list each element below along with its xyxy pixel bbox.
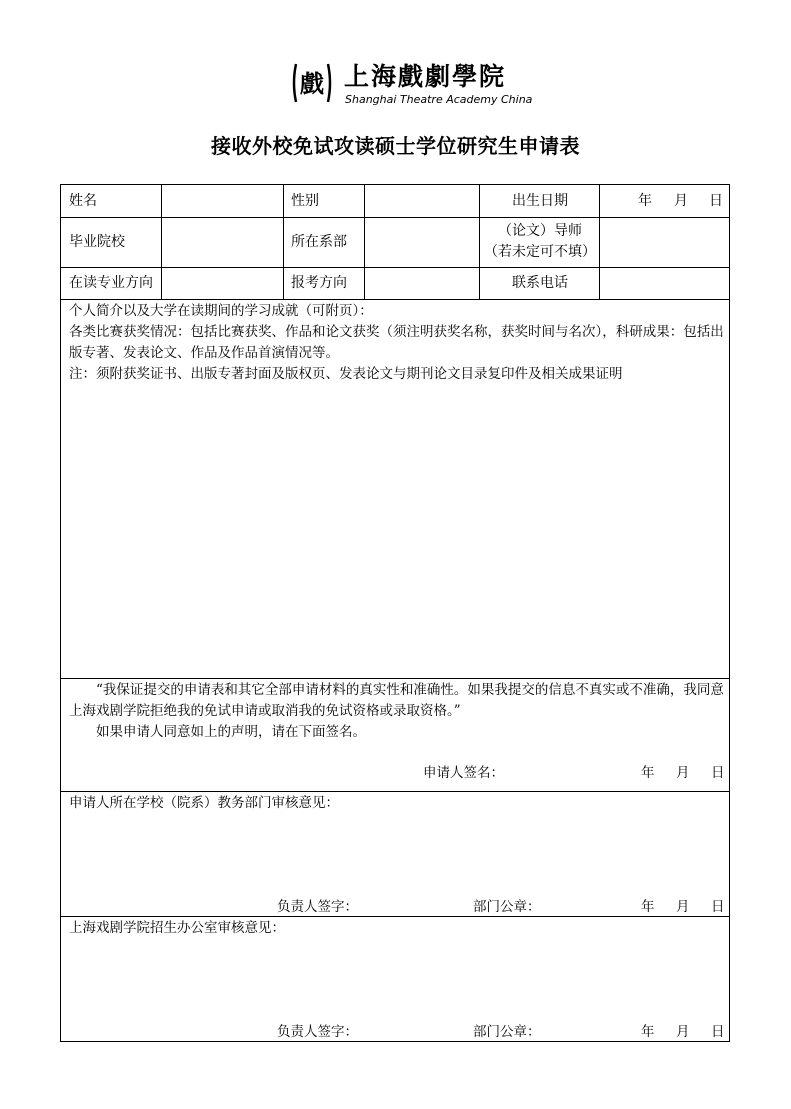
column-divider bbox=[161, 185, 162, 299]
apply-direction-field[interactable] bbox=[366, 269, 477, 298]
department-label: 所在系部 bbox=[291, 234, 347, 250]
school-review-heading: 申请人所在学校（院系）教务部门审核意见： bbox=[69, 795, 339, 811]
declaration-day-unit: 日 bbox=[711, 765, 725, 781]
advisor-field[interactable] bbox=[601, 219, 729, 266]
school-review-signer-label: 负责人签字： bbox=[277, 899, 358, 915]
application-form bbox=[60, 184, 730, 1042]
name-field[interactable] bbox=[163, 186, 281, 216]
apply-direction-label: 报考方向 bbox=[291, 275, 347, 291]
school-review-year-unit: 年 bbox=[641, 899, 655, 915]
logo-chinese-name: 上海戲劇學院 bbox=[344, 62, 507, 91]
school-review-stamp-label: 部门公章： bbox=[473, 899, 541, 915]
name-label: 姓名 bbox=[69, 193, 97, 209]
gender-label: 性别 bbox=[291, 193, 319, 209]
admission-review-signer-label: 负责人签字： bbox=[277, 1024, 358, 1040]
graduate-school-field[interactable] bbox=[163, 219, 281, 266]
gender-field[interactable] bbox=[366, 186, 477, 216]
admission-review-year-unit: 年 bbox=[641, 1024, 655, 1040]
intro-content-area[interactable] bbox=[65, 387, 725, 675]
seal-glyph: 戲 bbox=[300, 69, 324, 98]
row-divider bbox=[61, 678, 729, 679]
admission-review-month-unit: 月 bbox=[676, 1024, 690, 1040]
declaration-instruction: 如果申请人同意如上的声明，请在下面签名。 bbox=[96, 724, 366, 740]
row-divider bbox=[61, 791, 729, 792]
school-review-month-unit: 月 bbox=[676, 899, 690, 915]
row-divider bbox=[61, 916, 729, 917]
admission-review-day-unit: 日 bbox=[711, 1024, 725, 1040]
phone-label: 联系电话 bbox=[512, 275, 568, 291]
row-divider bbox=[61, 299, 729, 300]
birth-year-unit: 年 bbox=[638, 193, 652, 209]
logo-english-name: Shanghai Theatre Academy China bbox=[345, 93, 533, 106]
school-review-day-unit: 日 bbox=[711, 899, 725, 915]
intro-note: 注：须附获奖证书、出版专著封面及版权页、发表论文与期刊论文目录复印件及相关成果证明 bbox=[69, 366, 623, 382]
birth-day-unit: 日 bbox=[709, 193, 723, 209]
birth-month-unit: 月 bbox=[674, 193, 688, 209]
school-review-opinion-field[interactable] bbox=[65, 815, 725, 887]
declaration-statement: “我保证提交的申请表和其它全部申请材料的真实性和准确性。如果我提交的信息不真实或不准确，我同意上海戏剧学院拒绝我的免试申请或取消我的免试资格或录取资格。” bbox=[69, 682, 724, 719]
birth-date-field[interactable] bbox=[601, 186, 729, 216]
birth-date-label: 出生日期 bbox=[512, 193, 568, 209]
intro-awards-text: 各类比赛获奖情况：包括比赛获奖、作品和论文获奖（须注明获奖名称，获奖时间与名次），科研成果：包括出版专著、发表论文、作品及作品首演情况等。 bbox=[69, 324, 724, 361]
admission-review-stamp-label: 部门公章： bbox=[473, 1024, 541, 1040]
form-title: 接收外校免试攻读硕士学位研究生申请表 bbox=[211, 134, 580, 158]
applicant-signature-field[interactable] bbox=[501, 761, 631, 785]
admission-review-heading: 上海戏剧学院招生办公室审核意见： bbox=[69, 920, 285, 936]
advisor-label-line1: （论文）导师 bbox=[498, 223, 582, 239]
academy-logo bbox=[288, 60, 533, 110]
admission-review-opinion-field[interactable] bbox=[65, 941, 725, 1017]
intro-heading: 个人简介以及大学在读期间的学习成就（可附页）： bbox=[69, 303, 373, 319]
column-divider bbox=[599, 185, 600, 299]
graduate-school-label: 毕业院校 bbox=[69, 234, 125, 250]
major-label: 在读专业方向 bbox=[69, 275, 153, 291]
applicant-signature-label: 申请人签名： bbox=[423, 765, 504, 781]
advisor-label-line2: （若未定可不填） bbox=[484, 244, 596, 260]
declaration-year-unit: 年 bbox=[641, 765, 655, 781]
academy-seal-icon bbox=[290, 60, 334, 106]
phone-field[interactable] bbox=[601, 269, 729, 298]
declaration-month-unit: 月 bbox=[676, 765, 690, 781]
column-divider bbox=[479, 185, 480, 299]
column-divider bbox=[283, 185, 284, 299]
major-field[interactable] bbox=[163, 269, 281, 298]
column-divider bbox=[364, 185, 365, 299]
department-field[interactable] bbox=[366, 219, 477, 266]
